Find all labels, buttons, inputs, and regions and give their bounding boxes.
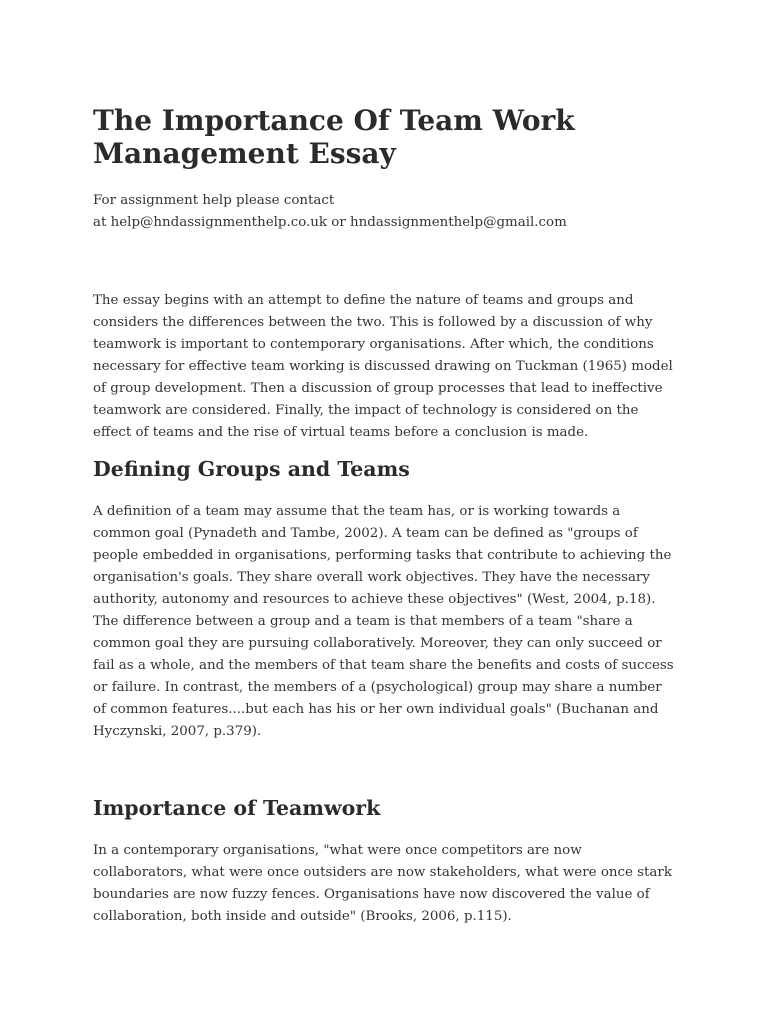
defining-groups-paragraph bbox=[93, 501, 683, 743]
intro-line-4: necessary for effective team working is discussed drawing on Tuckman (1965) model bbox=[93, 359, 673, 374]
contact-note bbox=[93, 190, 683, 234]
defining-line-2: common goal (Pynadeth and Tambe, 2002). A team can be defined as "groups of bbox=[93, 526, 638, 541]
defining-line-1: A definition of a team may assume that the team has, or is working towards a bbox=[93, 504, 621, 519]
defining-line-7: common goal they are pursuing collaboratively. Moreover, they can only succeed or bbox=[93, 636, 662, 651]
importance-line-3: boundaries are now fuzzy fences. Organisations have now discovered the value of bbox=[93, 887, 650, 902]
section-heading-defining-groups: Defining Groups and Teams bbox=[93, 457, 410, 481]
contact-line-1: For assignment help please contact bbox=[93, 193, 335, 208]
importance-line-2: collaborators, what were once outsiders are now stakeholders, what were once stark bbox=[93, 865, 672, 880]
defining-line-3: people embedded in organisations, performing tasks that contribute to achieving the bbox=[93, 548, 672, 563]
intro-line-6: teamwork are considered. Finally, the impact of technology is considered on the bbox=[93, 403, 639, 418]
defining-line-8: fail as a whole, and the members of that team share the benefits and costs of success bbox=[93, 658, 674, 673]
defining-line-11: Hyczynski, 2007, p.379). bbox=[93, 724, 262, 739]
title-line-2: Management Essay bbox=[93, 137, 396, 170]
defining-line-6: The difference between a group and a team is that members of a team "share a bbox=[93, 614, 633, 629]
intro-line-1: The essay begins with an attempt to define the nature of teams and groups and bbox=[93, 293, 634, 308]
importance-line-1: In a contemporary organisations, "what were once competitors are now bbox=[93, 843, 582, 858]
contact-line-2: at help@hndassignmenthelp.co.uk or hndassignmenthelp@gmail.com bbox=[93, 215, 567, 230]
intro-line-3: teamwork is important to contemporary organisations. After which, the conditions bbox=[93, 337, 654, 352]
title-line-1: The Importance Of Team Work bbox=[93, 104, 575, 137]
importance-line-4: collaboration, both inside and outside" (Brooks, 2006, p.115). bbox=[93, 909, 512, 924]
defining-line-9: or failure. In contrast, the members of a (psychological) group may share a number bbox=[93, 680, 662, 695]
document-title bbox=[93, 104, 653, 170]
intro-line-2: considers the differences between the two. This is followed by a discussion of why bbox=[93, 315, 653, 330]
section-heading-importance-of-teamwork: Importance of Teamwork bbox=[93, 796, 381, 820]
defining-line-4: organisation's goals. They share overall work objectives. They have the necessary bbox=[93, 570, 650, 585]
intro-line-7: effect of teams and the rise of virtual teams before a conclusion is made. bbox=[93, 425, 589, 440]
intro-line-5: of group development. Then a discussion of group processes that lead to ineffective bbox=[93, 381, 663, 396]
defining-line-5: authority, autonomy and resources to achieve these objectives" (West, 2004, p.18). bbox=[93, 592, 656, 607]
defining-line-10: of common features....but each has his or her own individual goals" (Buchanan and bbox=[93, 702, 659, 717]
importance-paragraph bbox=[93, 840, 683, 928]
intro-paragraph bbox=[93, 290, 683, 444]
